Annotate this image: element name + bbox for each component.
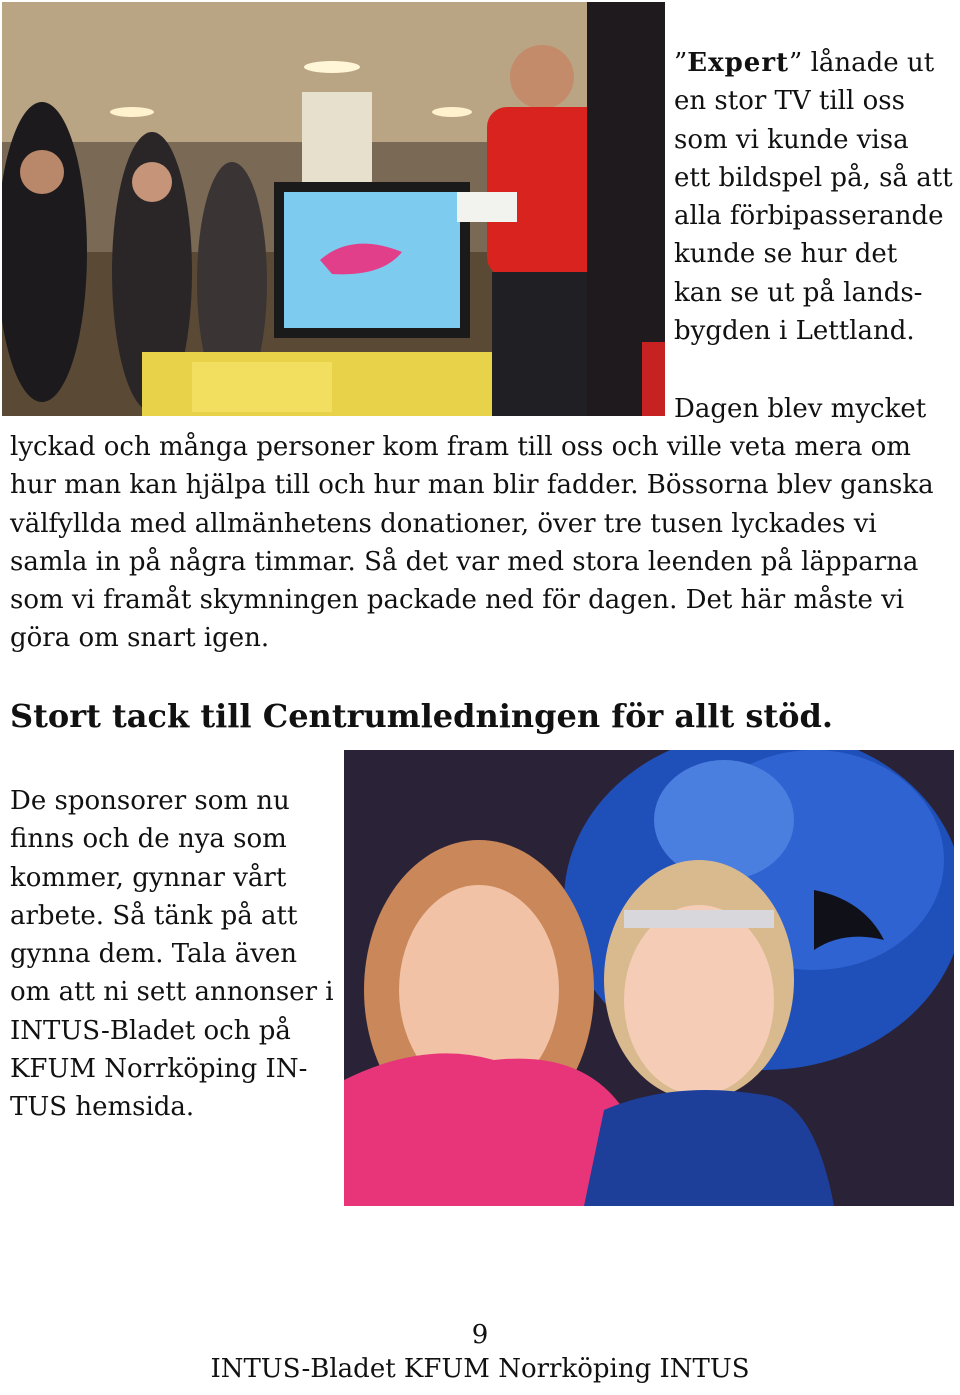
side-text-line: kunde se hur det xyxy=(674,239,898,270)
sponsor-line: kommer, gynnar vårt xyxy=(10,862,287,893)
sponsor-line: finns och de nya som xyxy=(10,824,287,855)
paragraph-line: göra om snart igen. xyxy=(10,623,270,654)
sponsor-line: gynna dem. Tala även xyxy=(10,939,298,970)
side-text-line: bygden i Lettland. xyxy=(674,316,915,347)
paragraph-line: samla in på några timmar. Så det var med stora leenden på läpparna xyxy=(10,546,919,577)
sponsor-paragraph xyxy=(10,782,340,1127)
side-text-line: ett bildspel på, så att xyxy=(674,162,953,193)
paragraph-line: hur man kan hjälpa till och hur man blir fadder. Bössorna blev ganska xyxy=(10,470,934,501)
sponsor-line: De sponsorer som nu xyxy=(10,786,290,816)
paragraph-line: som vi framåt skymningen packade ned för dagen. Det här måste vi xyxy=(10,585,905,616)
side-text-line: alla förbipasserande xyxy=(674,201,944,232)
expert-word: Expert xyxy=(687,48,790,78)
sponsor-line: INTUS-Bladet och på xyxy=(10,1015,291,1046)
sponsor-line: TUS hemsida. xyxy=(10,1092,195,1123)
side-text-line: kan se ut på lands- xyxy=(674,277,923,308)
paragraph-first-line: Dagen blev mycket xyxy=(674,394,927,424)
quote-mark: ” xyxy=(674,48,688,78)
paragraph-line: välfyllda med allmänhetens donationer, över tre tusen lyckades vi xyxy=(10,508,877,539)
side-text-line: en stor TV till oss xyxy=(674,86,905,117)
two-women-photo xyxy=(344,750,954,1206)
booth-photo xyxy=(2,2,665,416)
page-footer: INTUS-Bladet KFUM Norrköping INTUS xyxy=(210,1354,750,1384)
sponsor-line: arbete. Så tänk på att xyxy=(10,900,298,931)
page-number: 9 xyxy=(471,1320,489,1350)
side-text-block xyxy=(674,44,954,350)
side-text-line: som vi kunde visa xyxy=(674,124,909,155)
body-paragraph xyxy=(10,428,945,658)
sponsor-line: om att ni sett annonser i xyxy=(10,977,334,1008)
expert-continuation: ” lånade ut xyxy=(789,48,935,78)
paragraph-line: lyckad och många personer kom fram till oss och ville veta mera om xyxy=(10,432,911,462)
thanks-headline: Stort tack till Centrumledningen för allt stöd. xyxy=(10,697,834,735)
sponsor-line: KFUM Norrköping IN- xyxy=(10,1054,308,1085)
